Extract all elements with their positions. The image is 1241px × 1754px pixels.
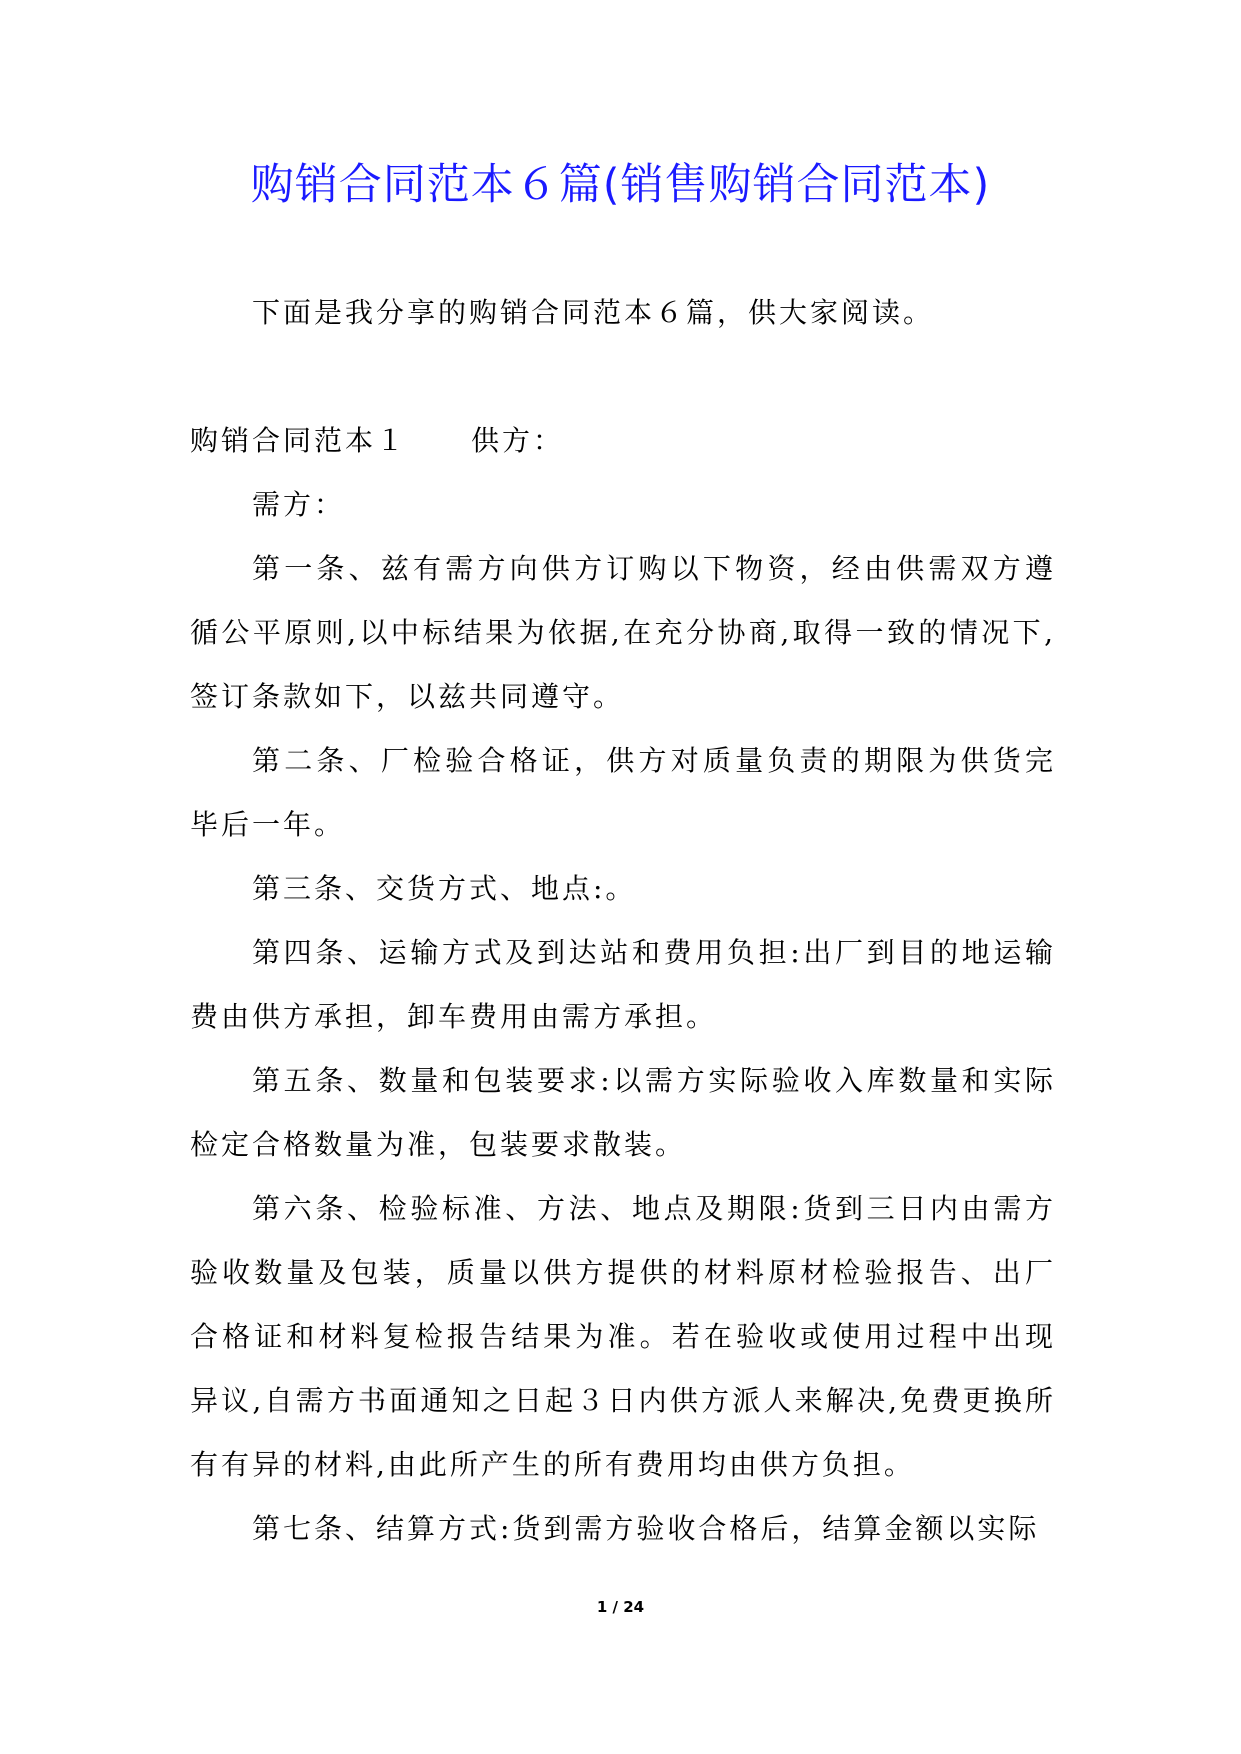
- section-heading-line: [190, 409, 1056, 473]
- clause-paragraph: 第四条、运输方式及到达站和费用负担:出厂到目的地运输费由供方承担，卸车费用由需方承担。: [190, 936, 1056, 1033]
- document-body: [190, 281, 1056, 1561]
- section-heading: 购销合同范本１: [190, 424, 408, 457]
- clause-paragraph: 第三条、交货方式、地点:。: [252, 872, 637, 905]
- page-number: 1 / 24: [596, 1598, 645, 1616]
- buyer-label: 需方：: [252, 488, 346, 521]
- clause-paragraph: 第七条、结算方式:货到需方验收合格后，结算金额以实际: [252, 1512, 1040, 1545]
- clause-paragraph: 第一条、兹有需方向供方订购以下物资，经由供需双方遵循公平原则,以中标结果为依据,在充分协商,取得一致的情况下,签订条款如下，以兹共同遵守。: [190, 552, 1056, 713]
- clause-paragraph: 第二条、厂检验合格证，供方对质量负责的期限为供货完毕后一年。: [190, 744, 1056, 841]
- clause-paragraph: 第六条、检验标准、方法、地点及期限:货到三日内由需方验收数量及包装，质量以供方提供的材料原材检验报告、出厂合格证和材料复检报告结果为准。若在验收或使用过程中出现异议,自需方书面通知之日起３日内供方派人来解决,免费更换所有有异的材料,由此所产生的所有费用均由供方负担。: [190, 1192, 1056, 1481]
- supplier-label: 供方：: [471, 424, 565, 457]
- document-title: 购销合同范本６篇(销售购销合同范本): [250, 160, 991, 210]
- intro-paragraph: 下面是我分享的购销合同范本６篇，供大家阅读。: [252, 296, 935, 329]
- clause-paragraph: 第五条、数量和包装要求:以需方实际验收入库数量和实际检定合格数量为准，包装要求散装。: [190, 1064, 1056, 1161]
